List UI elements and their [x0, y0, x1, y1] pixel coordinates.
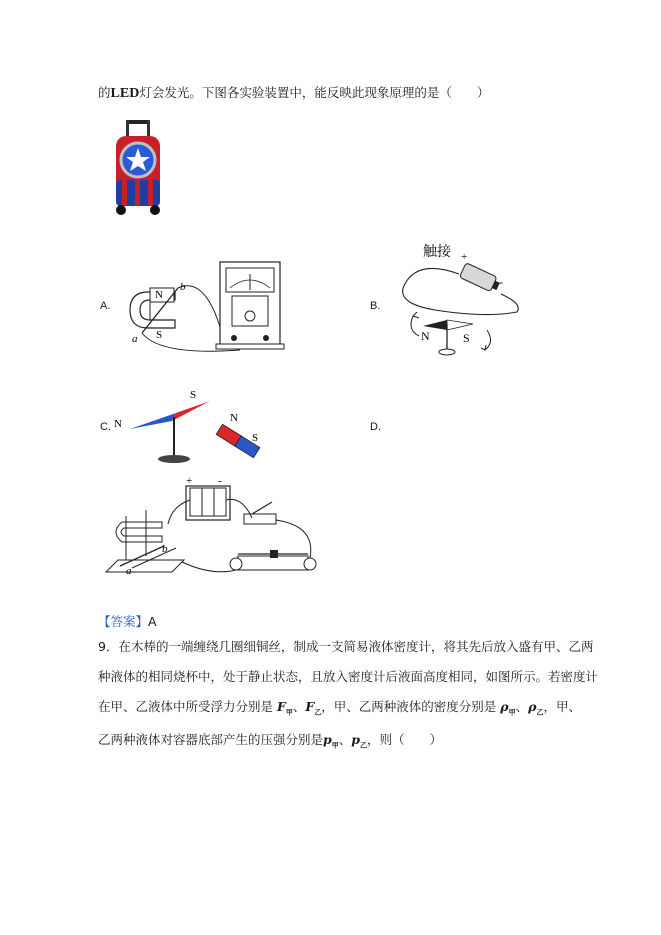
figure-a-galvanometer-setup — [120, 258, 290, 358]
backpack-image — [108, 118, 168, 216]
figure-c-magnet-s-label: S — [252, 432, 259, 444]
figure-b-s-label: S — [463, 331, 470, 345]
figure-d-motor-setup — [102, 476, 322, 584]
figure-d-b-label: b — [162, 543, 168, 555]
q9-line3-text-c: ，甲、 — [543, 699, 581, 714]
figure-c-magnet-n-label: N — [230, 412, 238, 424]
figure-a-b-label: b — [180, 281, 186, 293]
figure-d-plus-label: + — [186, 475, 193, 487]
option-a-label: A. — [100, 300, 111, 312]
q9-line3-text-a: 在甲、乙液体中所受浮力分别是 — [98, 699, 274, 714]
figure-b-touch-label: 触接 — [423, 244, 451, 260]
intro-led: LED — [110, 86, 140, 101]
figure-d-a-label: a — [126, 565, 132, 577]
figure-b-minus-label: - — [499, 275, 503, 289]
figure-a-a-label: a — [132, 333, 138, 345]
question9-line2: 种液体的相同烧杯中，处于静止状态，且放入密度计后液面高度相同，如图所示。若密度计 — [98, 669, 599, 684]
figure-c-needle-n-label: N — [114, 418, 122, 430]
force-yi-symbol: $F_乙$ — [305, 699, 322, 717]
force-jia-symbol: $F_甲$ — [277, 699, 293, 717]
pressure-jia-symbol: $p_甲$ — [323, 732, 339, 750]
intro-suffix: 灯会发光。下图各实验装置中，能反映此现象原理的是（ ） — [139, 85, 490, 100]
intro-line — [98, 85, 489, 102]
question9-line4 — [98, 732, 442, 754]
q9-sep-2: 、 — [515, 699, 529, 714]
figure-c-needle-magnet — [110, 385, 270, 467]
figure-b-n-label: N — [421, 329, 430, 343]
answer-line — [98, 614, 157, 630]
option-b-label: B. — [370, 300, 381, 312]
q9-line4-text-a: 乙两种液体对容器底部产生的压强分别是 — [98, 732, 324, 747]
answer-value: A — [148, 614, 157, 629]
pressure-yi-symbol: $p_乙$ — [351, 732, 368, 750]
q9-sep-3: 、 — [338, 732, 352, 747]
figure-d-minus-label: - — [218, 475, 222, 487]
figure-c-needle-s-label: S — [190, 389, 197, 401]
density-jia-symbol: $\rho_甲$ — [500, 699, 516, 717]
q9-line3-text-b: ，甲、乙两种液体的密度分别是 — [321, 699, 497, 714]
q9-line4-text-b: ，则（ ） — [367, 732, 443, 747]
figure-a-s-label: S — [156, 329, 163, 341]
density-yi-symbol: $\rho_乙$ — [528, 699, 544, 717]
figure-a-n-label: N — [155, 289, 163, 301]
answer-tag: 【答案】 — [98, 614, 149, 629]
figure-b-oersted-setup — [395, 238, 525, 363]
intro-prefix: 的 — [98, 85, 111, 100]
option-c-label: C. — [100, 421, 111, 433]
question9-line3 — [98, 699, 581, 721]
figure-b-plus-label: + — [461, 251, 468, 263]
question9-line1: 9．在木棒的一端缠绕几圈细铜丝，制成一支简易液体密度计，将其先后放入盛有甲、乙两 — [98, 639, 594, 654]
q9-sep-1: 、 — [292, 699, 306, 714]
option-d-label: D. — [370, 421, 381, 433]
